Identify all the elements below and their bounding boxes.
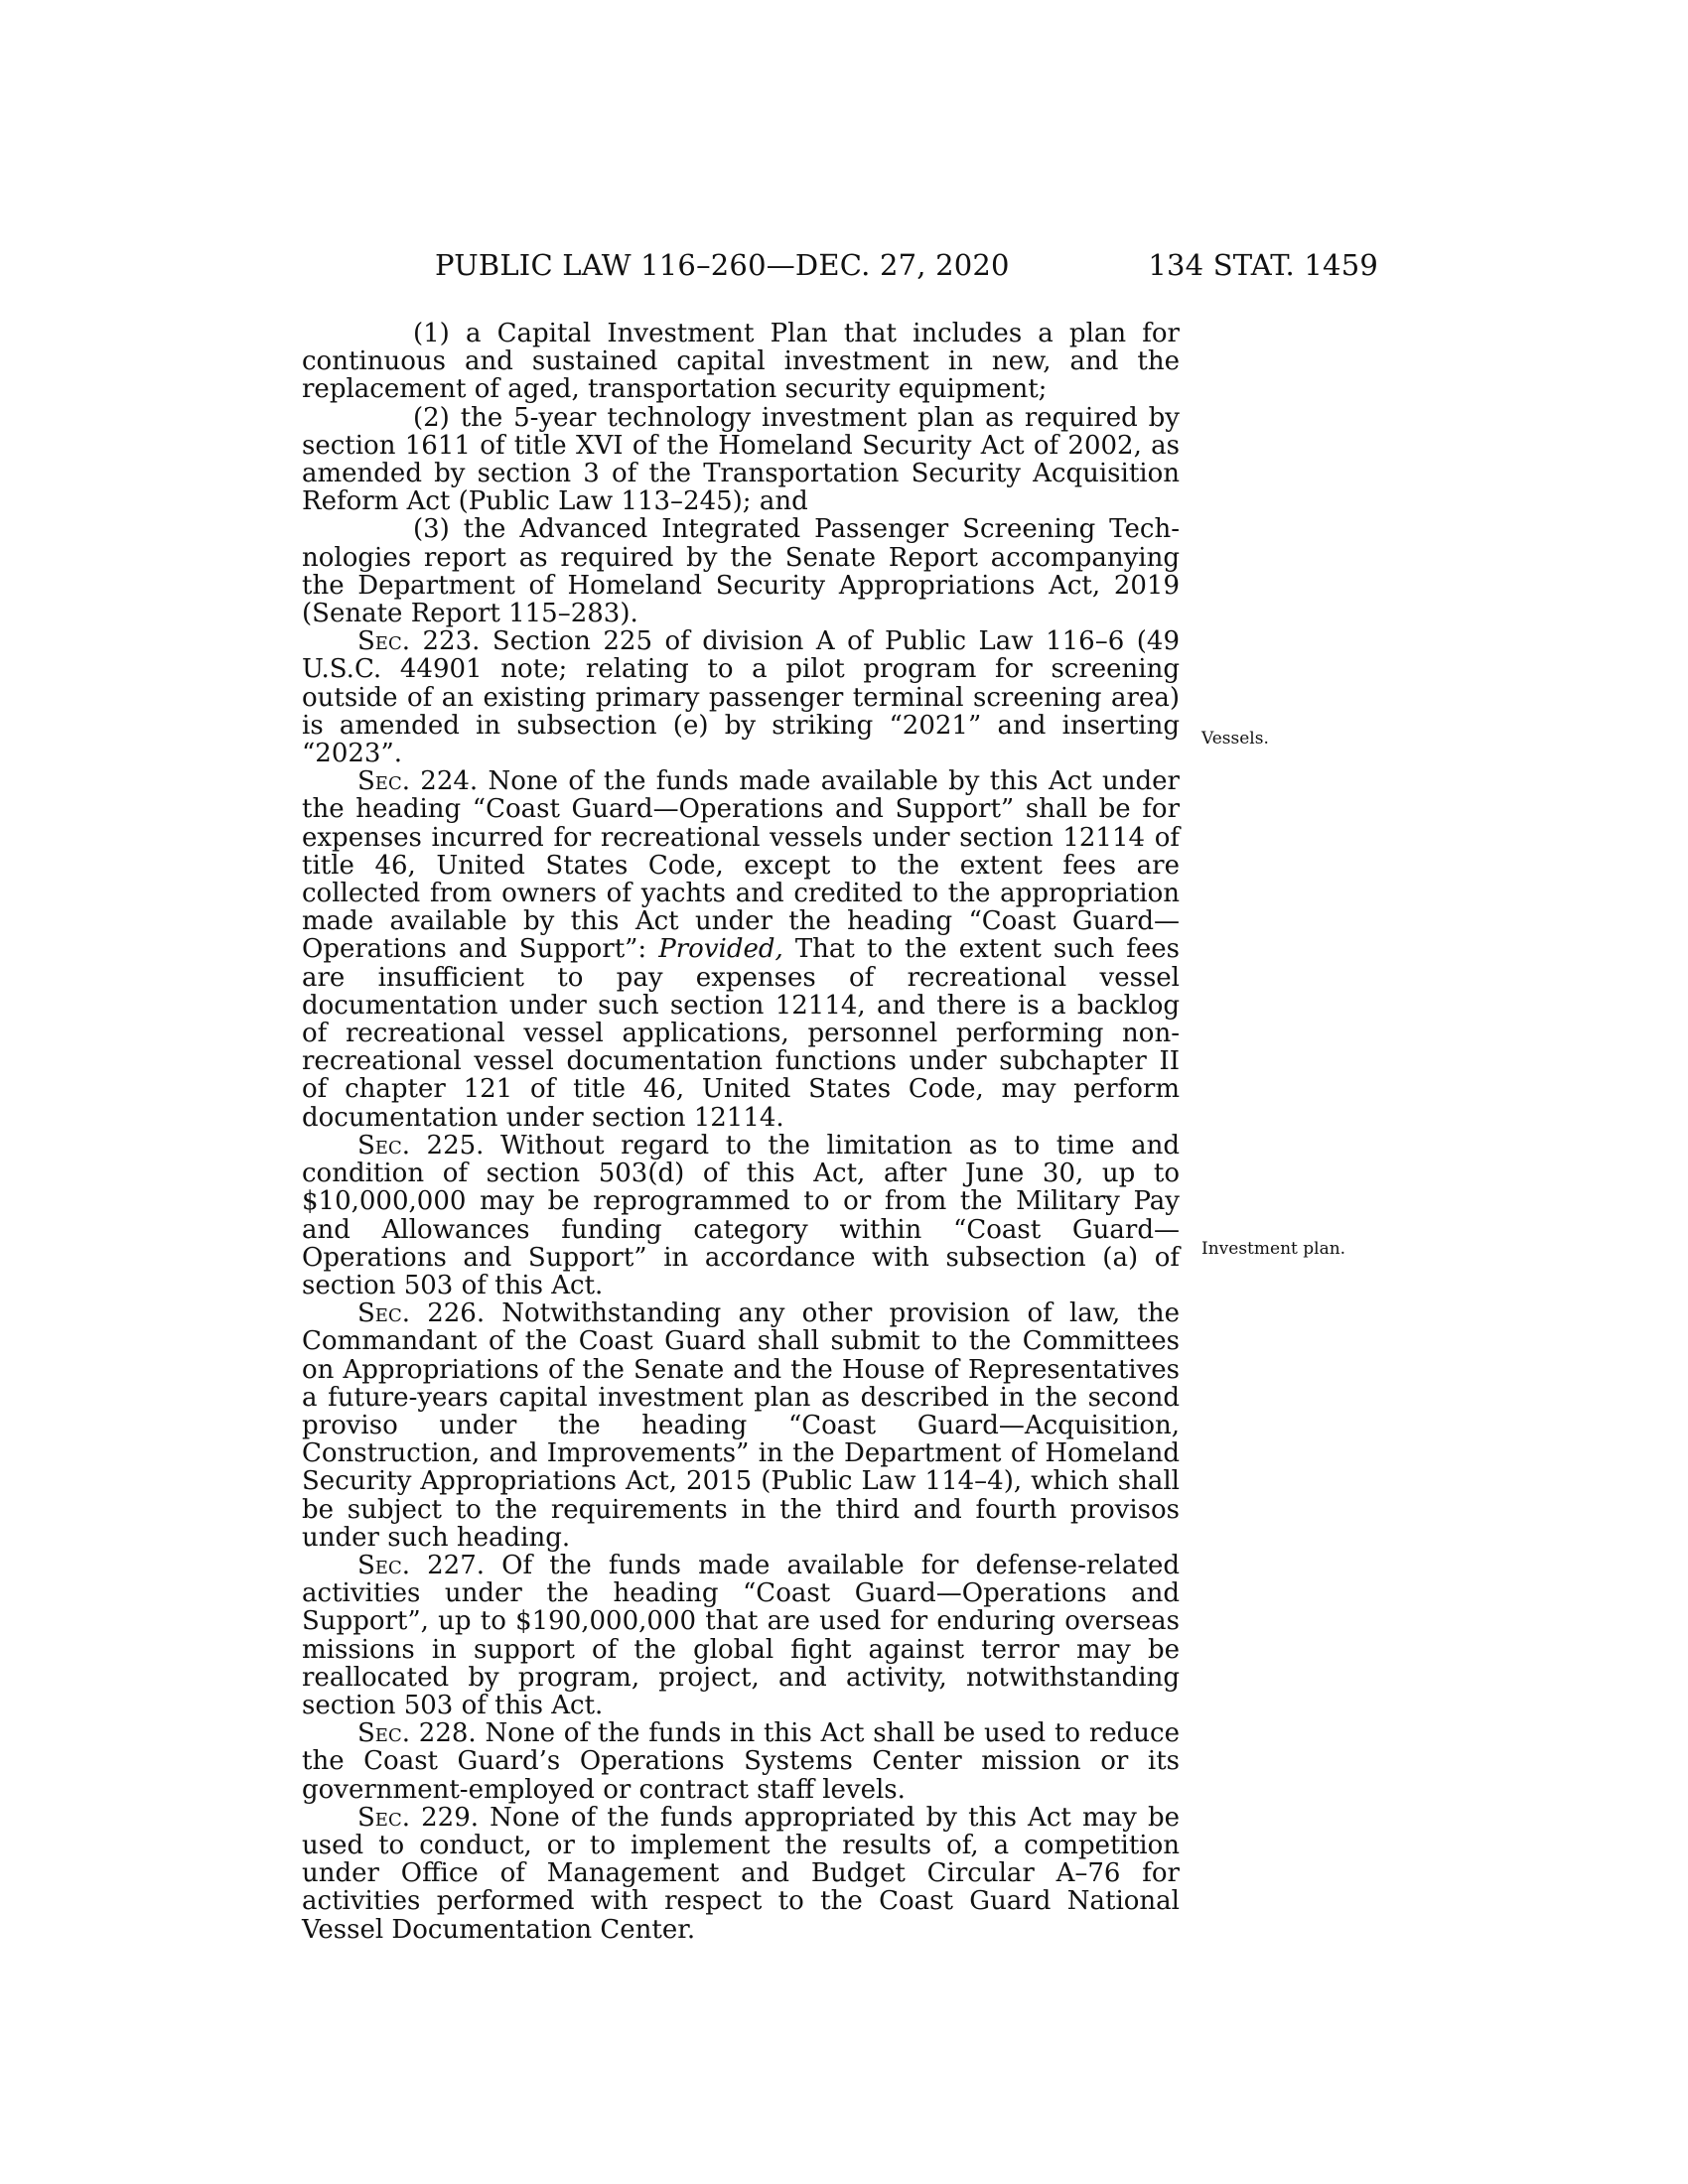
section-224: Sec. 224. None of the funds made available by this Act under the heading “Coast Guard—Operations and Support” shall be for expenses incurred for recreational vessels under section 12114 of title 46, United States Code, except to the extent fees are collected from owners of yachts and credited to the appropriation made available by this Act under the heading “Coast Guard—Operations and Support”: Provided, That to the extent such fees are insufficient to pay expenses of recreational vessel documentation under such section 12114, and there is a backlog of recreational vessel applications, personnel performing non-recreational vessel documentation functions under subchapter II of chapter 121 of title 46, United States Code, may perform documentation under section 12114. bbox=[302, 766, 1180, 1133]
section-label: Sec. bbox=[357, 766, 410, 797]
page-header bbox=[435, 248, 1378, 288]
paragraph-item-3: (3) the Advanced Integrated Passenger Screening Technologies report as required by the Senate Report accompanying the Department of Homeland Security Appropriations Act, 2019 (Senate Report 115–283). bbox=[302, 514, 1180, 629]
section-229: Sec. 229. None of the funds appropriated by this Act may be used to conduct, or to implement the results of, a competition under Office of Management and Budget Circular A–76 for activities performed with respect to the Coast Guard National Vessel Documentation Center. bbox=[302, 1802, 1180, 1945]
margin-note-vessels: Vessels. bbox=[1201, 729, 1269, 749]
document-body bbox=[302, 320, 1180, 1944]
section-228: Sec. 228. None of the funds in this Act shall be used to reduce the Coast Guard’s Operations Systems Center mission or its government-employed or contract staff levels. bbox=[302, 1718, 1180, 1805]
section-label: Sec. bbox=[357, 626, 410, 657]
statute-page-number: 134 STAT. 1459 bbox=[1148, 248, 1378, 282]
section-227: Sec. 227. Of the funds made available for defense-related activities under the heading “Coast Guard—Operations and Support”, up to $190,000,000 that are used for enduring overseas missions in support of the global fight against terror may be reallocated by program, project, and activity, notwithstanding section 503 of this Act. bbox=[302, 1550, 1180, 1720]
section-225: Sec. 225. Without regard to the limitation as to time and condition of section 503(d) of this Act, after June 30, up to $10,000,000 may be reprogrammed to or from the Military Pay and Allowances funding category within “Coast Guard—Operations and Support” in accordance with subsection (a) of section 503 of this Act. bbox=[302, 1130, 1180, 1300]
provided-term: Provided, bbox=[658, 934, 783, 965]
running-head-title: PUBLIC LAW 116–260—DEC. 27, 2020 bbox=[435, 248, 1010, 282]
section-label: Sec. bbox=[357, 1130, 410, 1160]
paragraph-item-1: (1) a Capital Investment Plan that includes a plan for continuous and sustained capital investment in new, and the replacement of aged, transportation security equipment; bbox=[302, 319, 1180, 405]
section-226: Sec. 226. Notwithstanding any other provision of law, the Commandant of the Coast Guard shall submit to the Committees on Appropriations of the Senate and the House of Representatives a future-years capital investment plan as described in the second proviso under the heading “Coast Guard—Acquisition, Construction, and Improvements” in the Department of Homeland Security Appropriations Act, 2015 (Public Law 114–4), which shall be subject to the requirements in the third and fourth provisos under such heading. bbox=[302, 1298, 1180, 1553]
section-223: Sec. 223. Section 225 of division A of Public Law 116–6 (49 U.S.C. 44901 note; relating to a pilot program for screening outside of an existing primary passenger terminal screening area) is amended in subsection (e) by striking “2021” and inserting “2023”. bbox=[302, 626, 1180, 769]
section-label: Sec. bbox=[357, 1550, 410, 1580]
paragraph-item-2: (2) the 5-year technology investment plan as required by section 1611 of title XVI of the Homeland Security Act of 2002, as amended by section 3 of the Transportation Security Acquisition Reform Act (Public Law 113–245); and bbox=[302, 402, 1180, 517]
section-label: Sec. bbox=[357, 1802, 410, 1833]
section-label: Sec. bbox=[357, 1718, 410, 1749]
section-label: Sec. bbox=[357, 1298, 410, 1329]
margin-note-investment-plan: Investment plan. bbox=[1201, 1239, 1346, 1259]
